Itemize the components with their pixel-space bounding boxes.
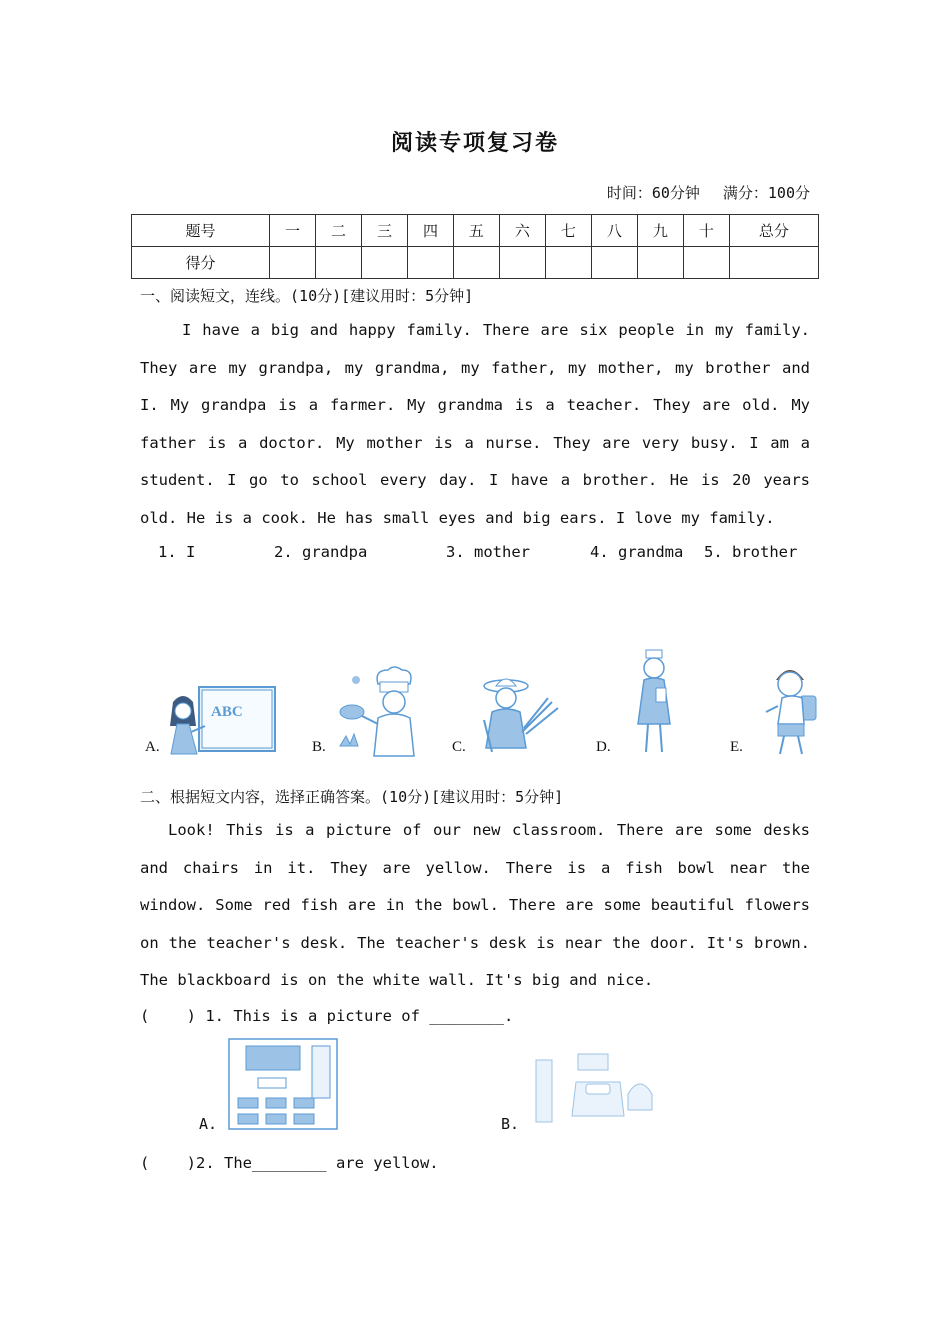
score-input-cell[interactable] — [453, 247, 499, 279]
section2-heading: 二、根据短文内容，选择正确答案。(10分)[建议用时：5分钟] — [140, 788, 564, 806]
score-header-cell: 总分 — [729, 215, 818, 247]
nurse-cap-icon — [646, 650, 662, 658]
answer-option-label: B. — [501, 1115, 520, 1133]
student-picture — [762, 660, 824, 758]
score-header-cell: 三 — [361, 215, 407, 247]
score-table — [131, 214, 819, 279]
score-header-cell: 十 — [683, 215, 729, 247]
picture-label: A. — [145, 739, 160, 755]
score-input-cell[interactable] — [315, 247, 361, 279]
section2-passage: Look! This is a picture of our new classroom. There are some desks and chairs in it. They are yellow. There is a fish bowl near the window. Some red fish are in the bowl. There are some beautiful flowers on the teacher's desk. The teacher's desk is near the door. It's brown. The blackboard is on the white wall. It's big and nice. — [140, 821, 810, 989]
option-item[interactable]: 1. I — [158, 543, 196, 561]
teacher-picture — [165, 684, 281, 760]
section1-options — [158, 543, 797, 561]
page-title: 阅读专项复习卷 — [390, 130, 559, 156]
score-table-header-row — [132, 215, 819, 247]
score-header-cell: 七 — [545, 215, 591, 247]
score-header-cell: 六 — [499, 215, 545, 247]
score-input-cell[interactable] — [270, 247, 316, 279]
score-input-cell[interactable] — [683, 247, 729, 279]
wheat-icon — [522, 698, 558, 734]
blackboard-text: ABC — [211, 704, 243, 720]
time-limit: 时间：60分钟 — [606, 184, 700, 202]
question-2: ( )2. The________ are yellow. — [140, 1154, 439, 1172]
section1-passage: I have a big and happy family. There are six people in my family. They are my grandpa, my grandma, my father, my mother, my brother and I. My grandpa is a farmer. My grandma is a teacher. They are old. My father is a doctor. My mother is a nurse. They are very busy. I am a student. I go to school every day. I have a brother. He is 20 years old. He is a cook. He has small eyes and big ears. I love my family. — [140, 321, 810, 527]
farmer-picture — [472, 672, 562, 758]
picture-label: E. — [730, 739, 743, 755]
bedroom-picture — [532, 1050, 664, 1124]
classroom-picture — [228, 1038, 338, 1130]
score-input-cell[interactable] — [499, 247, 545, 279]
option-item[interactable]: 2. grandpa — [274, 543, 368, 561]
question-1: ( ) 1. This is a picture of ________. — [140, 1007, 514, 1025]
score-header-cell: 题号 — [132, 215, 270, 247]
score-table-score-row — [132, 247, 819, 279]
picture-label: C. — [452, 739, 466, 755]
cook-picture — [334, 666, 420, 758]
score-header-cell: 五 — [453, 215, 499, 247]
nurse-picture — [626, 648, 682, 758]
picture-label: D. — [596, 739, 611, 755]
answer-option-label: A. — [199, 1115, 218, 1133]
score-input-cell[interactable] — [361, 247, 407, 279]
score-header-cell: 二 — [315, 215, 361, 247]
exam-meta — [593, 182, 810, 203]
score-header-cell: 九 — [637, 215, 683, 247]
chef-hat-icon — [377, 667, 411, 684]
picture-label: B. — [312, 739, 326, 755]
score-input-cell[interactable] — [545, 247, 591, 279]
option-item[interactable]: 3. mother — [446, 543, 530, 561]
score-header-cell: 四 — [407, 215, 453, 247]
score-input-cell[interactable] — [637, 247, 683, 279]
score-input-cell[interactable] — [729, 247, 818, 279]
score-header-cell: 一 — [270, 215, 316, 247]
score-input-cell[interactable] — [591, 247, 637, 279]
score-input-cell[interactable] — [407, 247, 453, 279]
score-header-cell: 八 — [591, 215, 637, 247]
pan-icon — [340, 705, 364, 719]
option-item[interactable]: 5. brother — [704, 543, 798, 561]
blackboard-icon — [246, 1046, 300, 1070]
option-item[interactable]: 4. grandma — [590, 543, 684, 561]
full-score: 满分：100分 — [722, 184, 810, 202]
section1-heading: 一、阅读短文，连线。(10分)[建议用时：5分钟] — [140, 287, 474, 305]
score-row-label: 得分 — [132, 247, 270, 279]
